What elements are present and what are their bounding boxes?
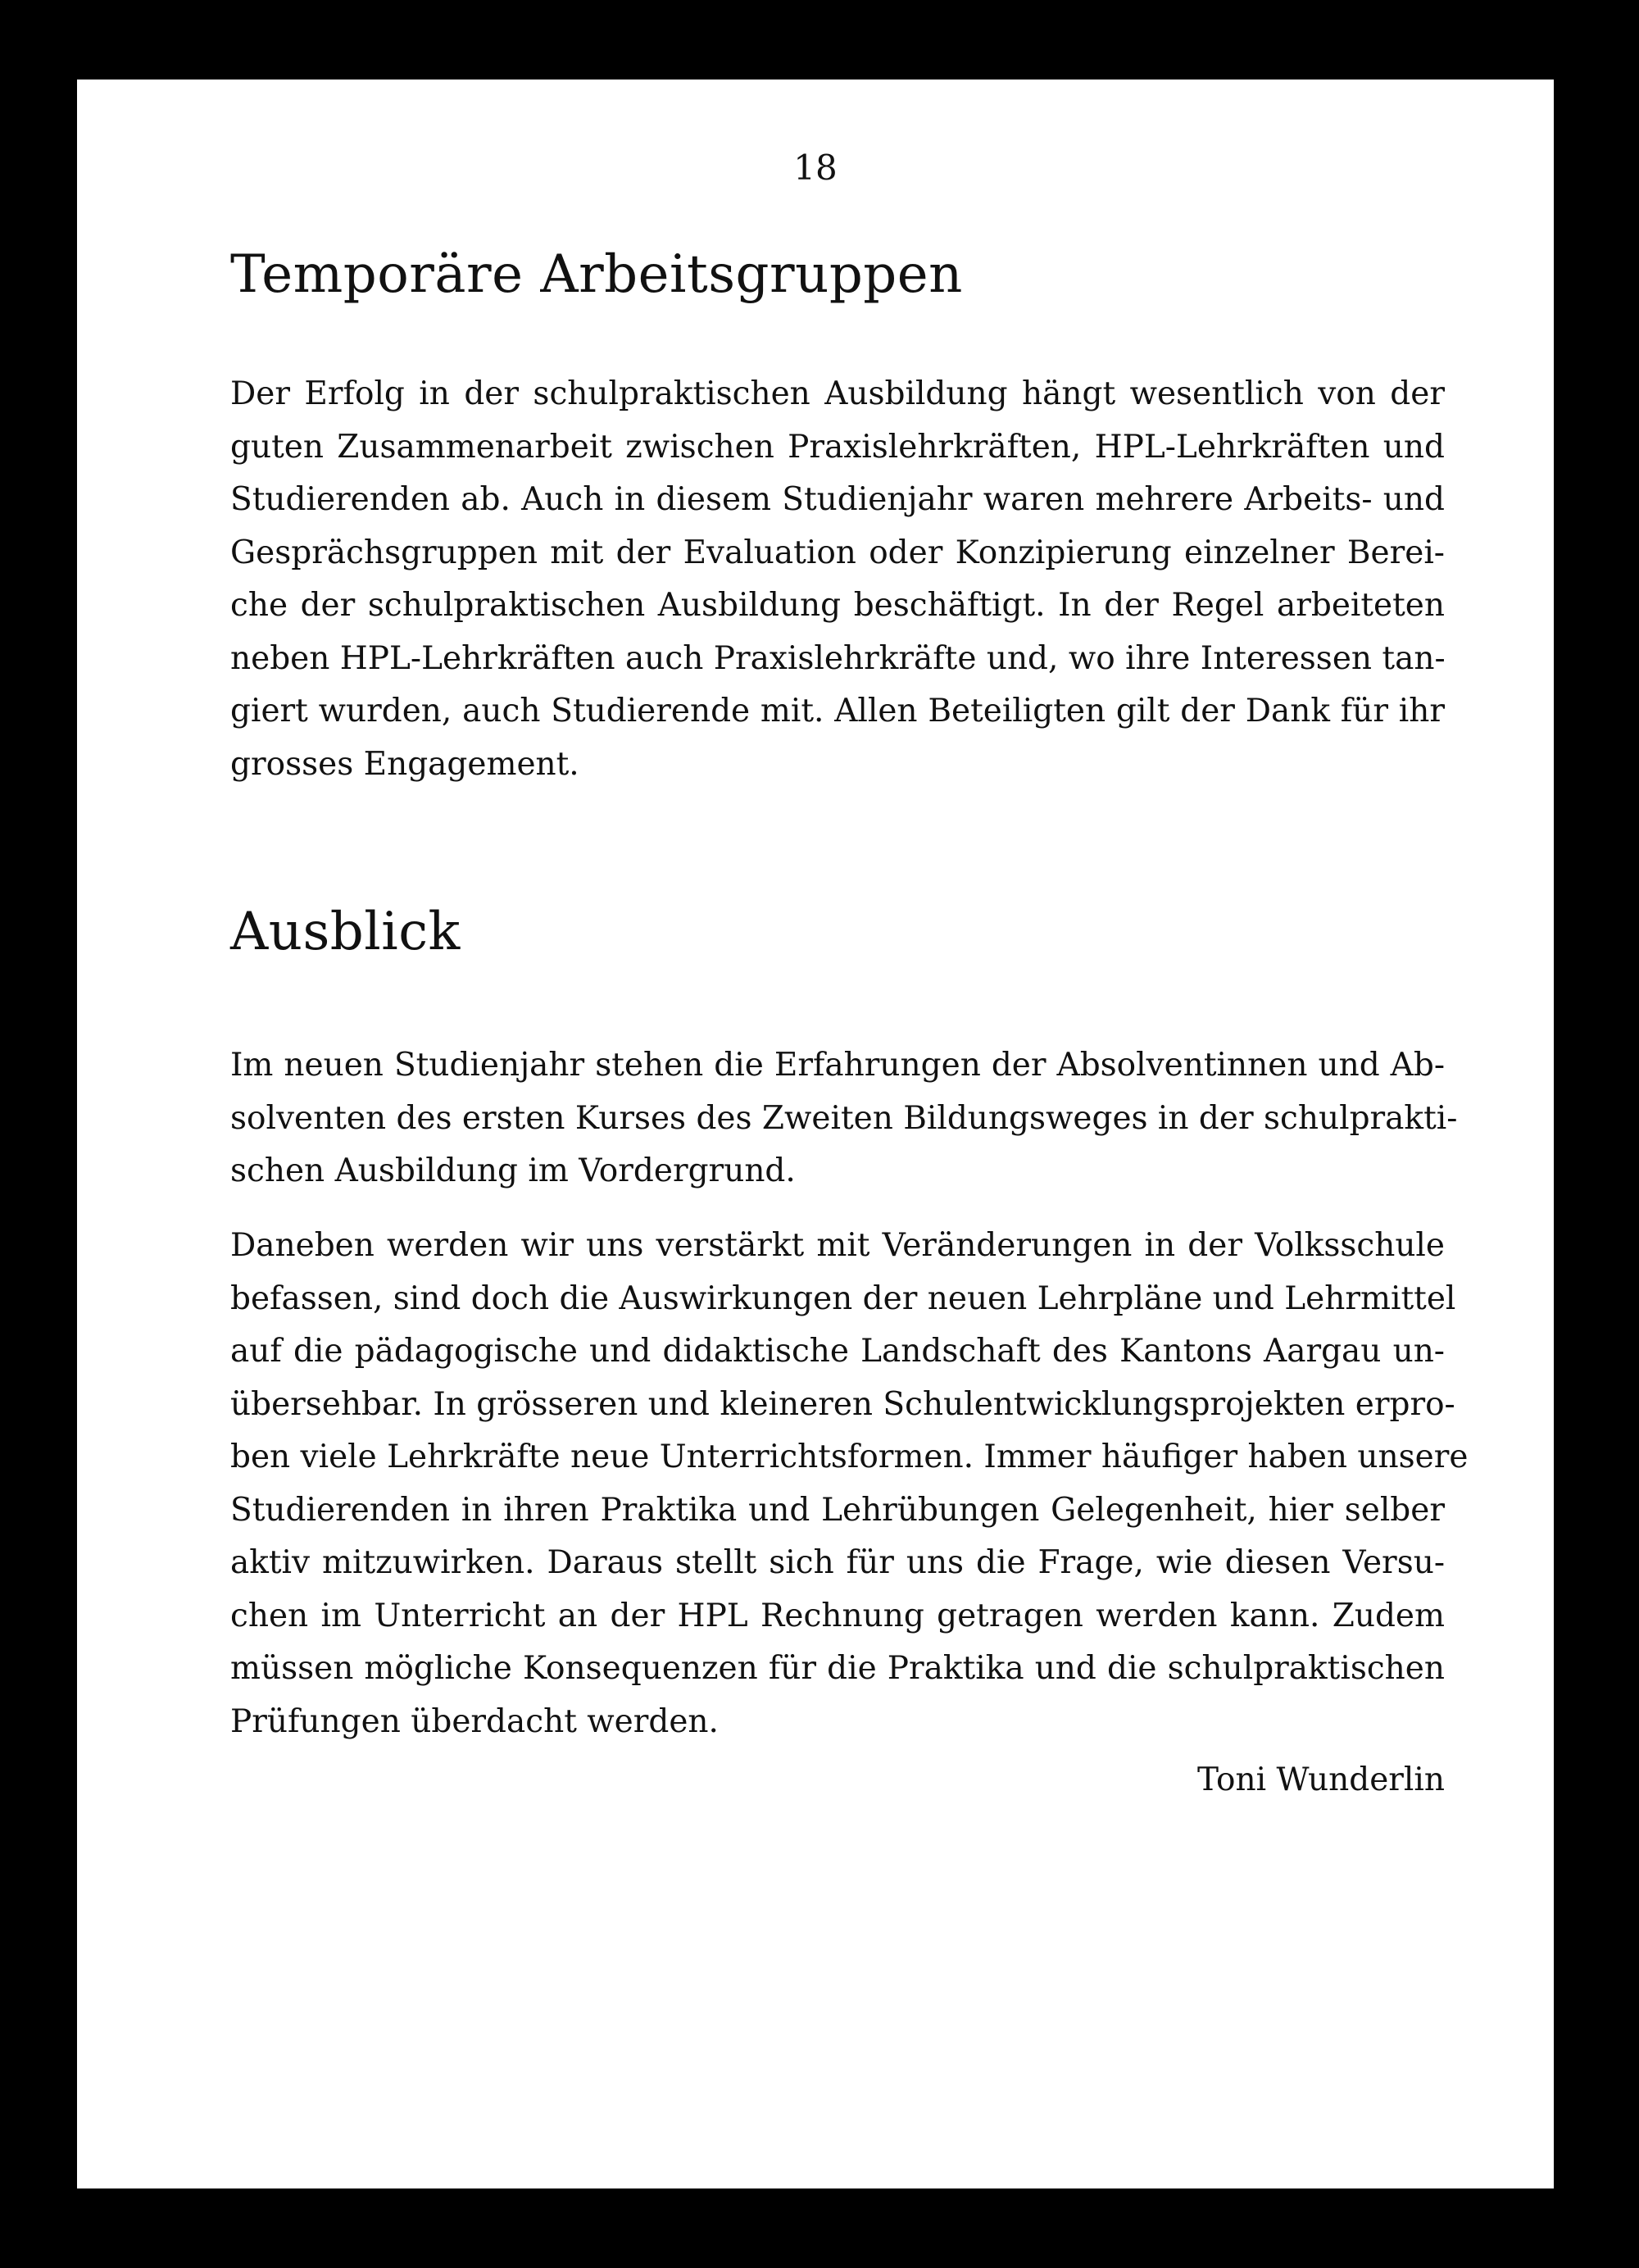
text-line: auf die pädagogische und didaktische Landschaft des Kantons Aargau un-	[230, 1333, 1445, 1370]
paragraph-arbeitsgruppen	[230, 368, 1445, 791]
text-line: grosses Engagement.	[230, 745, 579, 783]
text-line: Daneben werden wir uns verstärkt mit Veränderungen in der Volksschule	[230, 1227, 1445, 1264]
text-line: giert wurden, auch Studierende mit. Allen Beteiligten gilt der Dank für ihr	[230, 693, 1445, 729]
text-line: solventen des ersten Kurses des Zweiten Bildungsweges in der schulprakti-	[230, 1099, 1458, 1137]
document-page	[77, 80, 1554, 2188]
section-heading-temporaere-arbeitsgruppen: Temporäre Arbeitsgruppen	[230, 244, 963, 305]
author-signature: Toni Wunderlin	[1197, 1761, 1445, 1798]
text-line: übersehbar. In grösseren und kleineren Schulentwicklungsprojekten erpro-	[230, 1385, 1455, 1423]
text-line: aktiv mitzuwirken. Daraus stellt sich für uns die Frage, wie diesen Versu-	[230, 1544, 1445, 1581]
text-line: neben HPL-Lehrkräften auch Praxislehrkräfte und, wo ihre Interessen tan-	[230, 639, 1446, 677]
text-line: Der Erfolg in der schulpraktischen Ausbildung hängt wesentlich von der	[230, 375, 1445, 412]
text-line: Gesprächsgruppen mit der Evaluation oder Konzipierung einzelner Berei-	[230, 534, 1445, 571]
paragraph-ausblick-intro	[230, 1039, 1458, 1198]
text-line: Prüfungen überdacht werden.	[230, 1702, 719, 1740]
text-line: müssen mögliche Konsequenzen für die Praktika und die schulpraktischen	[230, 1650, 1445, 1687]
text-line: Im neuen Studienjahr stehen die Erfahrungen der Absolventinnen und Ab-	[230, 1047, 1445, 1084]
text-line: ben viele Lehrkräfte neue Unterrichtsformen. Immer häufiger haben unsere	[230, 1439, 1469, 1475]
paragraph-ausblick-volksschule	[230, 1220, 1469, 1748]
text-line: Studierenden in ihren Praktika und Lehrübungen Gelegenheit, hier selber	[230, 1491, 1445, 1529]
section-heading-ausblick: Ausblick	[230, 902, 461, 962]
text-line: guten Zusammenarbeit zwischen Praxislehrkräften, HPL-Lehrkräften und	[230, 428, 1445, 466]
text-line: che der schulpraktischen Ausbildung beschäftigt. In der Regel arbeiteten	[230, 587, 1445, 624]
text-line: Studierenden ab. Auch in diesem Studienjahr waren mehrere Arbeits- und	[230, 481, 1445, 518]
text-line: schen Ausbildung im Vordergrund.	[230, 1152, 796, 1189]
text-line: chen im Unterricht an der HPL Rechnung getragen werden kann. Zudem	[230, 1597, 1445, 1634]
page-number: 18	[793, 148, 838, 188]
text-line: befassen, sind doch die Auswirkungen der neuen Lehrpläne und Lehrmittel	[230, 1279, 1456, 1317]
